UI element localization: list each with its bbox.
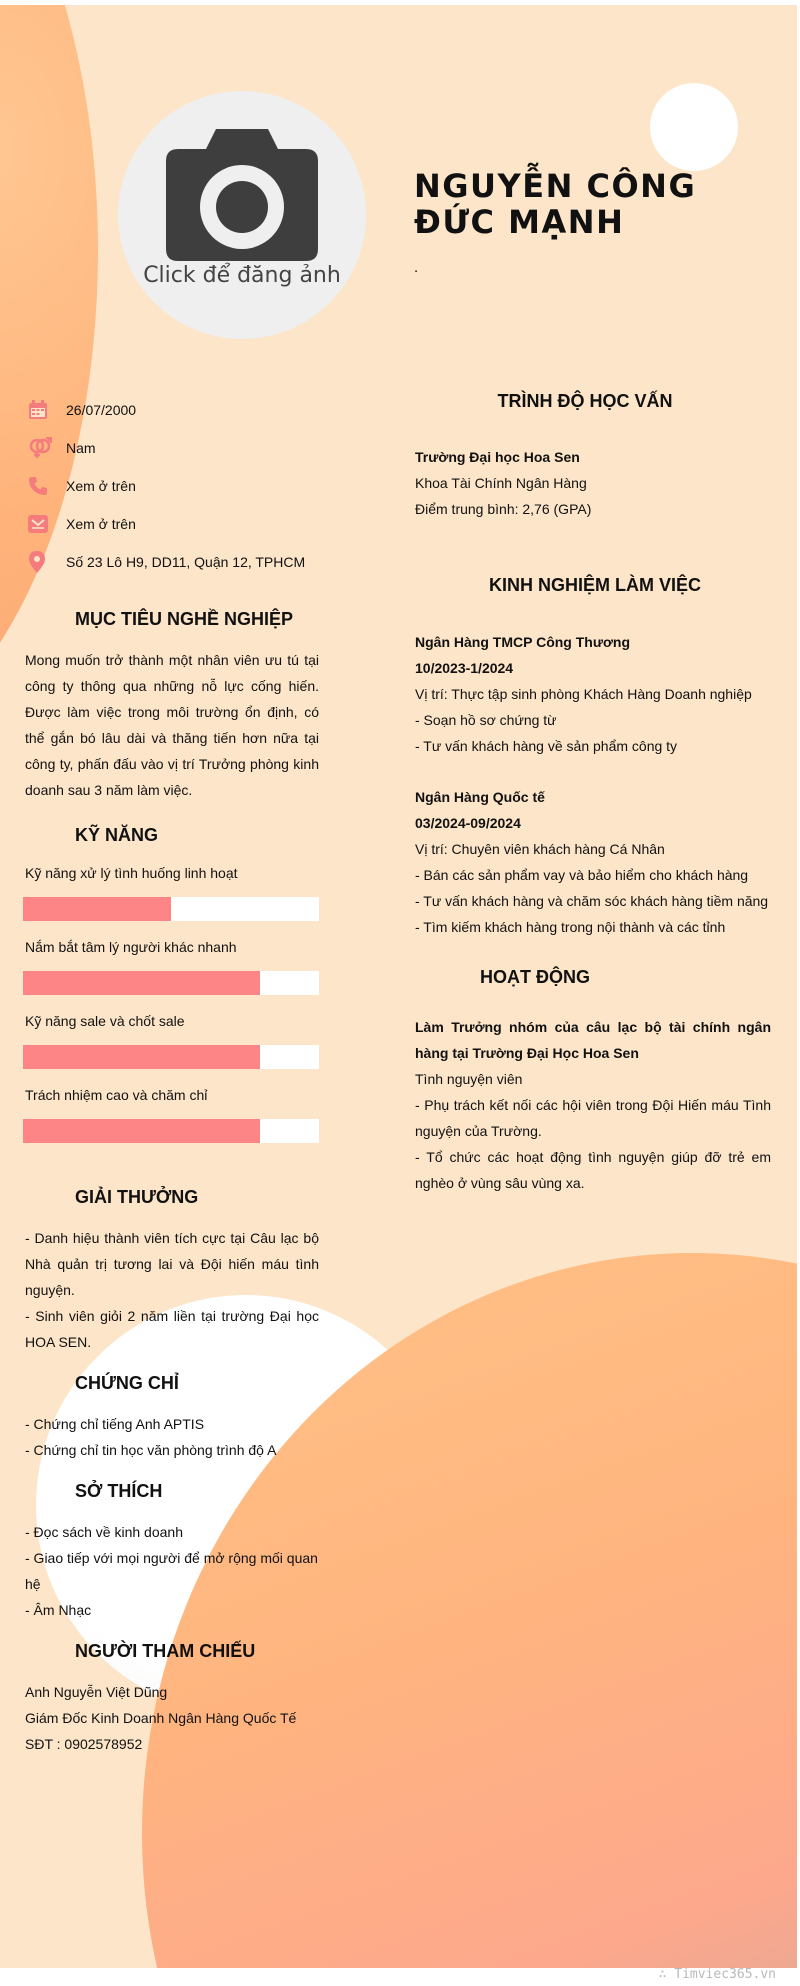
- career-goal-title: MỤC TIÊU NGHỀ NGHIỆP: [75, 609, 294, 629]
- education-school: Trường Đại học Hoa Sen: [415, 449, 580, 465]
- camera-icon: [166, 129, 318, 261]
- job-line: - Tìm kiếm khách hàng trong nội thành và các tỉnh: [415, 919, 726, 935]
- contact-row-email: [28, 505, 328, 543]
- job-period: 03/2024-09/2024: [415, 815, 521, 831]
- award-line: - Sinh viên giỏi 2 năm liền tại trường Đại học HOA SEN.: [25, 1308, 319, 1350]
- skills-list: [23, 865, 319, 1161]
- decor-circle-white: [650, 83, 738, 171]
- skill-bar-fill: [23, 897, 171, 921]
- awards-text: [25, 1225, 319, 1355]
- skill-bar-fill: [23, 1045, 260, 1069]
- award-line: - Danh hiệu thành viên tích cực tại Câu lạc bộ Nhà quản trị tương lai và Đội hiến máu tình nguyện.: [25, 1230, 319, 1298]
- job-line: Vị trí: Chuyên viên khách hàng Cá Nhân: [415, 841, 665, 857]
- experience-job: [415, 784, 780, 940]
- photo-upload[interactable]: [118, 91, 366, 339]
- job-line: - Tư vấn khách hàng và chăm sóc khách hàng tiềm năng: [415, 893, 769, 909]
- skill-item: [23, 1013, 319, 1087]
- education-text: [415, 444, 775, 522]
- contact-row-phone: [28, 467, 328, 505]
- contact-list: [28, 391, 328, 581]
- activities-text: [415, 1014, 771, 1196]
- skill-bar: [23, 971, 319, 995]
- certificate-line: - Chứng chỉ tin học văn phòng trình độ A: [25, 1442, 277, 1458]
- education-gpa: Điểm trung bình: 2,76 (GPA): [415, 501, 592, 517]
- gender-icon: [28, 437, 66, 459]
- hobbies-title: SỞ THÍCH: [75, 1481, 163, 1501]
- skill-item: [23, 1087, 319, 1161]
- references-text: [25, 1679, 319, 1757]
- skill-item: [23, 939, 319, 1013]
- reference-line: SĐT : 0902578952: [25, 1736, 143, 1752]
- activity-line: - Tổ chức các hoạt động tình nguyện giúp đỡ trẻ em nghèo ở vùng sâu vùng xa.: [415, 1149, 771, 1191]
- career-goal-text: Mong muốn trở thành một nhân viên ưu tú tại công ty thông qua những nỗ lực cống hiến. Được làm việc trong môi trường ổn định, có thể gắn bó lâu dài và thăng tiến hơn nữa tại công ty, phấn đấu vào vị trí Trưởng phòng kinh doanh sau 3 năm làm việc.: [25, 652, 319, 798]
- activity-role: Tình nguyện viên: [415, 1071, 523, 1087]
- reference-line: Giám Đốc Kinh Doanh Ngân Hàng Quốc Tế: [25, 1710, 297, 1726]
- skill-label: Trách nhiệm cao và chăm chỉ: [25, 1087, 208, 1103]
- contact-row-birthdate: [28, 391, 328, 429]
- skills-title: KỸ NĂNG: [75, 825, 159, 845]
- location-icon: [28, 551, 66, 573]
- hobbies-text: [25, 1519, 319, 1623]
- skill-bar: [23, 897, 319, 921]
- email-text: Xem ở trên: [66, 516, 136, 532]
- job-company: Ngân Hàng TMCP Công Thương: [415, 634, 631, 650]
- job-line: - Bán các sản phẩm vay và bảo hiểm cho khách hàng: [415, 867, 749, 883]
- job-line: - Soạn hồ sơ chứng từ: [415, 712, 557, 728]
- job-period: 10/2023-1/2024: [415, 660, 514, 676]
- contact-row-address: [28, 543, 328, 581]
- activity-line: - Phụ trách kết nối các hội viên trong Đội Hiến máu Tình nguyện của Trường.: [415, 1097, 771, 1139]
- skill-bar-fill: [23, 1119, 260, 1143]
- hobby-line: - Giao tiếp với mọi người để mở rộng mối quan hệ: [25, 1550, 318, 1592]
- skill-bar: [23, 1045, 319, 1069]
- birthdate-text: 26/07/2000: [66, 402, 137, 418]
- awards-title: GIẢI THƯỞNG: [75, 1187, 199, 1207]
- email-icon: [28, 513, 66, 535]
- skill-label: Kỹ năng sale và chốt sale: [25, 1013, 185, 1029]
- skill-item: [23, 865, 319, 939]
- cv-page: [0, 5, 797, 1968]
- address-text: Số 23 Lô H9, DD11, Quận 12, TPHCM: [66, 554, 306, 570]
- decor-blob-left: [0, 5, 98, 755]
- activities-title: HOẠT ĐỘNG: [480, 967, 590, 987]
- certificates-text: [25, 1411, 319, 1463]
- gender-text: Nam: [66, 440, 96, 456]
- hobby-line: - Âm Nhạc: [25, 1602, 92, 1618]
- skill-bar-fill: [23, 971, 260, 995]
- activity-heading: Làm Trưởng nhóm của câu lạc bộ tài chính ngân hàng tại Trường Đại Học Hoa Sen: [415, 1019, 771, 1061]
- calendar-icon: [28, 399, 66, 421]
- experience-job: [415, 629, 780, 759]
- skill-label: Kỹ năng xử lý tình huống linh hoạt: [25, 865, 238, 881]
- certificates-title: CHỨNG CHỈ: [75, 1373, 179, 1393]
- reference-line: Anh Nguyễn Việt Dũng: [25, 1684, 168, 1700]
- education-faculty: Khoa Tài Chính Ngân Hàng: [415, 475, 587, 491]
- job-company: Ngân Hàng Quốc tế: [415, 789, 545, 805]
- job-line: - Tư vấn khách hàng về sản phẩm công ty: [415, 738, 678, 754]
- contact-row-gender: [28, 429, 328, 467]
- job-line: Vị trí: Thực tập sinh phòng Khách Hàng Doanh nghiệp: [415, 686, 752, 702]
- photo-caption: Click để đăng ảnh: [143, 263, 341, 288]
- watermark-text: Timviec365.vn: [674, 1967, 776, 1982]
- skill-label: Nắm bắt tâm lý người khác nhanh: [25, 939, 237, 955]
- candidate-name: NGUYỄN CÔNG ĐỨC MẠNH: [414, 167, 697, 241]
- watermark: ∴ Timviec365.vn: [658, 1967, 776, 1982]
- phone-icon: [28, 475, 66, 497]
- certificate-line: - Chứng chỉ tiếng Anh APTIS: [25, 1416, 205, 1432]
- education-title: TRÌNH ĐỘ HỌC VẤN: [497, 391, 673, 411]
- phone-text: Xem ở trên: [66, 478, 136, 494]
- experience-title: KINH NGHIỆM LÀM VIỆC: [488, 575, 701, 595]
- skill-bar: [23, 1119, 319, 1143]
- candidate-subtitle: .: [414, 259, 419, 276]
- hobby-line: - Đọc sách về kinh doanh: [25, 1524, 183, 1540]
- references-title: NGƯỜI THAM CHIẾU: [75, 1641, 256, 1661]
